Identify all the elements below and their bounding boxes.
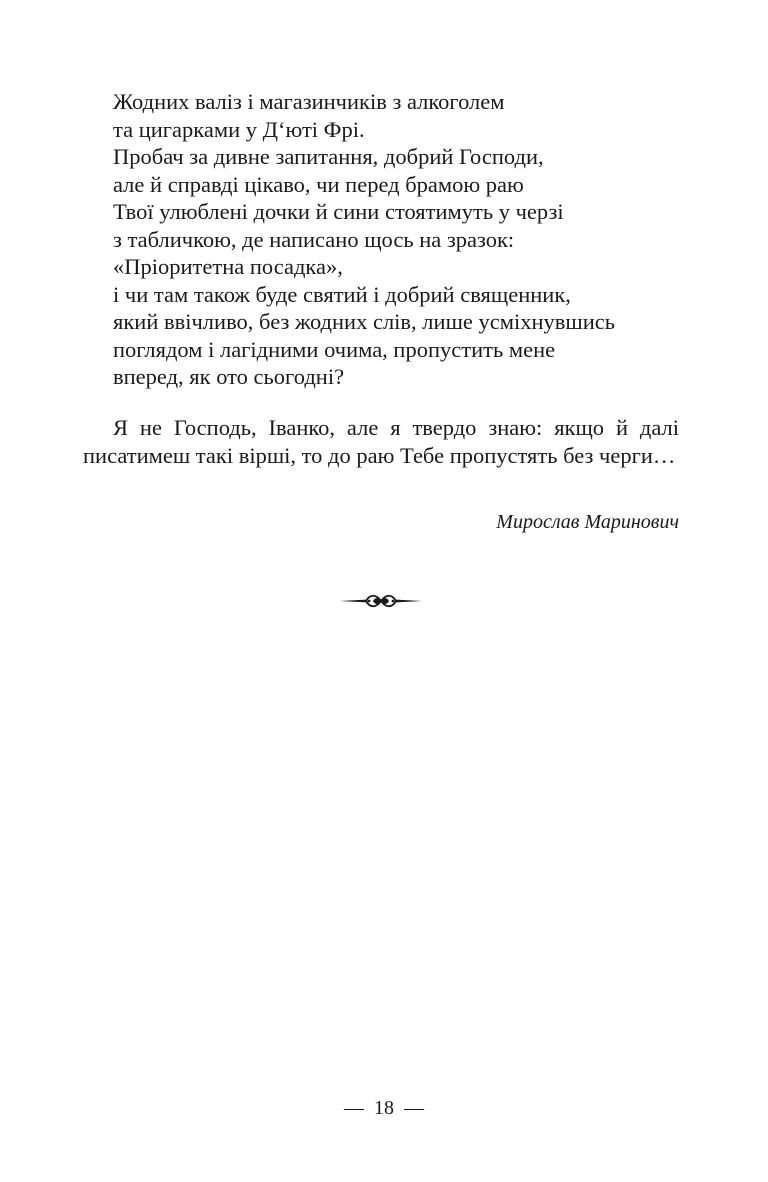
- poem-line: Твої улюблені дочки й сини стоятимуть у черзі: [113, 199, 564, 224]
- poem-line: з табличкою, де написано щось на зразок:: [113, 226, 515, 252]
- author-signature: Мирослав Маринович: [496, 511, 679, 533]
- ornamental-divider-icon: [340, 592, 422, 610]
- poem-line: вперед, як ото сьогодні?: [113, 364, 345, 389]
- poem-line: який ввічливо, без жодних слів, лише усміхнувшись: [113, 309, 616, 334]
- poem-line: Жодних валіз і магазинчиків з алкоголем: [113, 89, 505, 114]
- poem-line: поглядом і лагідними очима, пропустить мене: [113, 336, 556, 362]
- poem-line: та цигарками у Д‘юті Фрі.: [113, 116, 365, 142]
- poem-line: але й справді цікаво, чи перед брамою раю: [113, 171, 524, 197]
- page-number: — 18 —: [344, 1097, 424, 1119]
- poem-line: і чи там також буде святий і добрий священник,: [113, 281, 571, 307]
- poem-block: [113, 88, 693, 391]
- poem-line: Пробач за дивне запитання, добрий Господи,: [113, 144, 544, 169]
- poem-line: «Пріоритетна посадка»,: [113, 254, 343, 279]
- commentary-paragraph: Я не Господь, Іванко, але я твердо знаю: якщо й далі писатимеш такі вірші, то до раю Тебе пропустять без черги…: [83, 415, 679, 468]
